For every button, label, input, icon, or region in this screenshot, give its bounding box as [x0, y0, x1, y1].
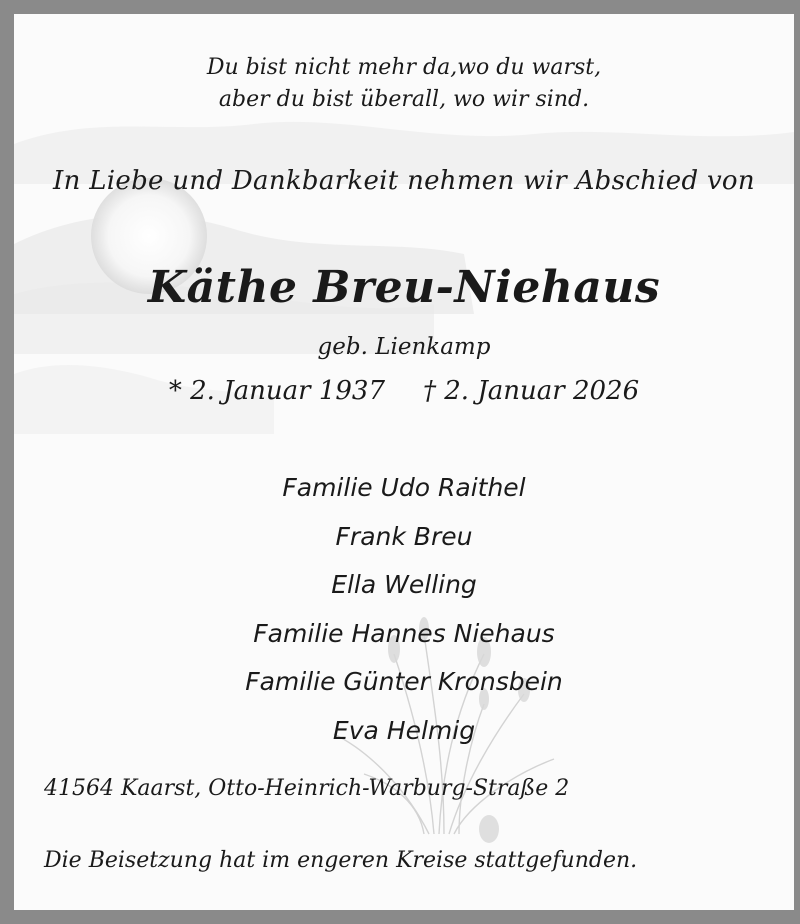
life-dates [14, 376, 794, 406]
quote-line-2: aber du bist überall, wo wir sind. [218, 87, 590, 112]
burial-note: Die Beisetzung hat im engeren Kreise stattgefunden. [44, 848, 638, 873]
mourner-item: Familie Hannes Niehaus [253, 618, 555, 648]
mourner-item: Familie Günter Kronsbein [245, 667, 563, 696]
mourner-item: Ella Welling [331, 570, 477, 599]
address: 41564 Kaarst, Otto-Heinrich-Warburg-Straße 2 [44, 776, 570, 801]
mourners-list [14, 464, 794, 755]
mourner-item: Familie Udo Raithel [282, 473, 526, 502]
deceased-name: Käthe Breu-Niehaus [147, 262, 661, 313]
intro-text: In Liebe und Dankbarkeit nehmen wir Abschied von [53, 166, 755, 196]
quote-line-1: Du bist nicht mehr da,wo du warst, [206, 55, 602, 80]
birth-date: * 2. Januar 1937 [168, 376, 385, 406]
maiden-name: geb. Lienkamp [317, 334, 491, 360]
quote [14, 52, 794, 116]
mourner-item: Frank Breu [335, 521, 473, 551]
mourner-item: Eva Helmig [332, 715, 476, 745]
death-date: † 2. Januar 2026 [423, 376, 640, 406]
